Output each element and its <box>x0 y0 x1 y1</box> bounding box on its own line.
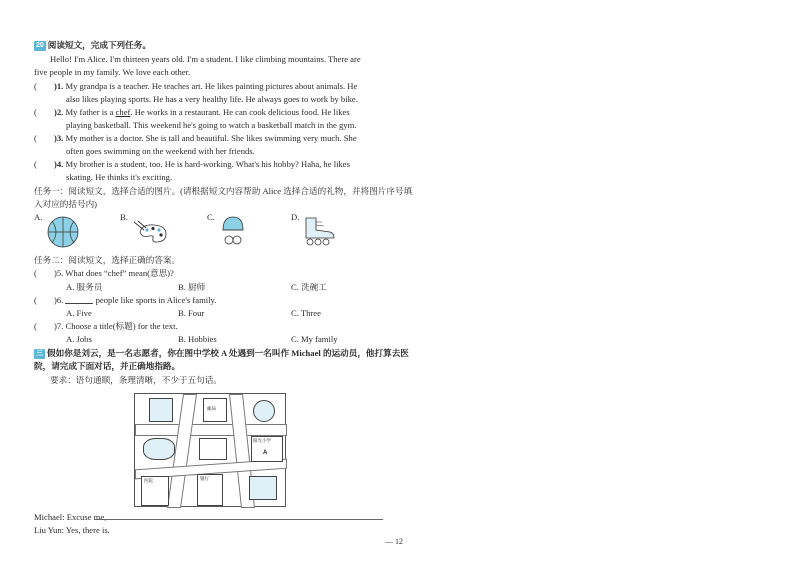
requirement-text: 要求：语句通顺，条理清晰，不少于五句话。 <box>50 375 222 385</box>
item-1-bracket: ( <box>34 81 37 91</box>
section2-title-line-2: 院，请完成下面对话，并正确地指路。 <box>34 361 181 371</box>
hospital-label: 医院 <box>144 478 153 483</box>
q5-stem: )5. What does “chef” mean(意思)? <box>54 268 174 278</box>
section1-number: 20 <box>36 42 44 49</box>
q7-option-b: B. Hobbies <box>178 334 217 344</box>
answer-line-michael[interactable] <box>95 519 383 520</box>
task2-heading: 任务二：阅读短文，选择正确的答案。 <box>34 255 181 265</box>
item-4-line2: skating. He thinks it's exciting. <box>66 172 173 182</box>
page-number: — 12 <box>385 537 403 546</box>
q6-blank[interactable] <box>65 295 93 304</box>
task1-line-2: 入对应的括号内) <box>34 199 98 209</box>
chef-word: chef <box>115 107 131 117</box>
item-3-line2: often goes swimming on the weekend with her friends. <box>66 146 255 156</box>
intro-line-2: five people in my family. We love each other. <box>34 67 191 77</box>
intro-line-1: Hello! I'm Alice. I'm thirteen years old. I'm a student. I like climbing mountains. There are <box>50 54 361 64</box>
bank-label: 银行 <box>200 476 209 481</box>
q5-option-b: B. 厨师 <box>178 282 206 292</box>
post-office-label: 邮局 <box>207 406 216 411</box>
section1-title: 阅读短文，完成下列任务。 <box>47 40 151 50</box>
section2-number: 三 <box>36 350 43 357</box>
swim-cap-goggles-icon <box>220 214 246 248</box>
item-1-line2: also likes playing sports. He has a very healthy life. He always goes to work by bike. <box>66 94 358 104</box>
item-3-line1: )3. My mother is a doctor. She is tall and beautiful. She likes swimming very much. She <box>54 133 357 143</box>
q6-option-a: A. Five <box>66 308 92 318</box>
item-1-line1: )1. My grandpa is a teacher. He teaches art. He likes painting pictures about animals. He <box>54 81 358 91</box>
item-2-line1: )2. My father is a chef. He works in a restaurant. He can cook delicious food. He likes <box>54 107 350 117</box>
roller-skates-icon <box>300 214 340 248</box>
q7-option-a: A. Jobs <box>66 334 92 344</box>
q5-option-c: C. 洗碗工 <box>291 282 327 292</box>
dialog-liu-yun: Liu Yun: Yes, there is. <box>34 525 110 535</box>
tree-icon <box>253 400 275 422</box>
shop-building <box>249 476 277 500</box>
school-label: 阳光小学 <box>253 438 271 443</box>
q7-option-c: C. My family <box>291 334 338 344</box>
stadium-building <box>143 438 175 460</box>
picture-d-label: D. <box>291 212 300 222</box>
q6-option-c: C. Three <box>291 308 321 318</box>
dialog-michael: Michael: Excuse me, <box>34 512 107 522</box>
q6-option-b: B. Four <box>178 308 205 318</box>
town-map <box>134 393 286 507</box>
top-left-building <box>149 398 173 422</box>
task1-line-1: 任务一：阅读短文，选择合适的图片。(请根据短文内容帮助 Alice 选择合适的礼物，并将图片序号填 <box>34 186 413 196</box>
picture-c-label: C. <box>207 212 215 222</box>
item-3-bracket: ( <box>34 133 37 143</box>
q7-stem: )7. Choose a title(标题) for the text. <box>54 321 178 331</box>
picture-b-label: B. <box>120 212 128 222</box>
item-4-line1: )4. My brother is a student, too. He is hard-working. What's his hobby? Haha, he likes <box>54 159 350 169</box>
paint-palette-icon <box>132 220 170 246</box>
q6-stem: )6. people like sports in Alice's family. <box>54 295 217 305</box>
section2-title-line-1: 三 假如你是刘云，是一名志愿者，你在图中学校 A 处遇到一名叫作 Michael 的运动员，他打算去医 <box>36 348 409 358</box>
section1-heading <box>34 40 151 51</box>
basketball-icon <box>46 215 80 249</box>
picture-a-label: A. <box>34 212 43 222</box>
horizontal-road <box>135 424 287 436</box>
item-2-bracket: ( <box>34 107 37 117</box>
item-2-line2: playing basketball. This weekend he's going to watch a basketball match in the gym. <box>66 120 357 130</box>
point-a-label: A <box>263 450 268 456</box>
q6-bracket: ( <box>34 295 37 305</box>
q7-bracket: ( <box>34 321 37 331</box>
q5-bracket: ( <box>34 268 37 278</box>
item-4-bracket: ( <box>34 159 37 169</box>
mail-building <box>199 438 227 460</box>
q5-option-a: A. 服务员 <box>66 282 103 292</box>
